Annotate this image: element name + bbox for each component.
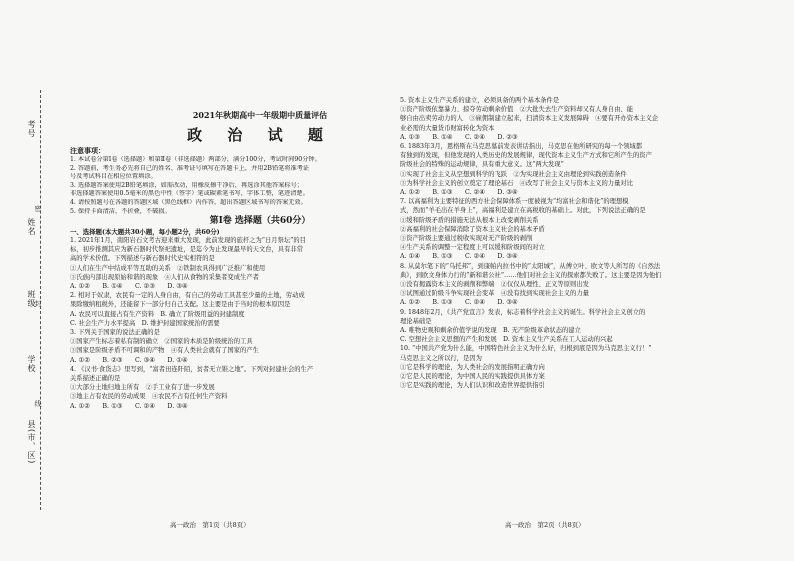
question-line: ③它是实践的理论，为人们认识和改造世界提供指引 (400, 382, 545, 390)
question-line: 3. 下列关于国家的说法正确的是 (70, 329, 160, 337)
question-line: 马克思主义之所以行，是因为 (400, 354, 482, 362)
question-line: A. ①② B. ①③ C. ②④ D. ③④ (400, 299, 518, 307)
question-line: 2. 相对于奴隶，农民有一定的人身自由，有自己的劳动工具甚至少量的土地，劳动成 (70, 292, 305, 300)
seal-mark-2: 封 (34, 300, 42, 307)
question-line: 理论基础是 (400, 317, 432, 325)
part1-heading: 第Ⅰ卷 选择题（共60分） (209, 216, 311, 226)
question-line: ①没有揭露资本主义的剥削和弊端 ②仅仅从理性、正义等原则出发 (400, 281, 589, 289)
seal-mark-3: 线 (34, 400, 42, 407)
question-line: A. ①④ B. ①③ C. ②④ D. ③④ (400, 253, 518, 261)
question-line: C. 社会生产力水平提高 D. 维护封建国家统治的需要 (70, 319, 220, 327)
exam-title: 2021年秋期高中一年级期中质量评估 (192, 110, 328, 120)
question-line: ①大部分土地归地主所有 ②手工业有了进一步发展 (70, 384, 215, 392)
question-line: ①人们在生产中结成平等互助的关系 ②铁制农具得到广泛推广和使用 (70, 264, 266, 272)
question-line: 4. 《汉书·食货志》里写到，“富者田连阡陌，贫者无立锥之地”。下列对封建社会的生产 (70, 365, 314, 373)
question-line: 够自由出卖劳动力的人 ③雇佣制建立起来，扫清资本主义发展障碍 ④要有开办资本主义企 (400, 115, 659, 123)
question-line: 高的学术价值。下列描述与新石器时代史实相符的是 (70, 255, 215, 263)
subject-title: 政 治 试 题 (187, 126, 333, 144)
note-item: 非选择题答案使用0.5毫米的黑色中性（签字）笔或碳素笔书写，字体工整，笔迹清楚。 (70, 190, 309, 198)
question-line: ③试图通过阶级斗争实现社会变革 ④没有找到实现社会主义的力量 (400, 290, 589, 298)
question-line: 7. 以高福利为主要特征的西方社会保障体系一度被视为“均富社会和谐化”的理想模 (400, 198, 629, 206)
binding-margin (0, 0, 64, 561)
question-line: ①资产阶级依靠暴力、掠夺劳动剩余价值 ②大批失去生产资料却又有人身自由、能 (400, 106, 633, 114)
question-line: 5. 资本主义生产关系的建立，必须具备的两个基本条件是 (400, 97, 560, 104)
margin-label-school: 学校 (27, 355, 36, 373)
note-item: 1. 本试卷分第Ⅰ卷（选择题）和第Ⅱ卷（非选择题）两部分，满分100分，考试时间90分钟。 (70, 156, 321, 163)
question-line: 有独到的发现，但他发现的人类历史的发展规律，现代资本主义生产方式和它所产生的资产 (400, 152, 652, 160)
question-line: ④生产关系的调整一定程度上可以缓和阶级间的对立 (400, 244, 545, 252)
question-line: ②高福利的社会保障消除了资本主义社会的基本矛盾 (400, 225, 545, 233)
note-item: 4. 请按照题号在各题的答题区域（黑色线框）内作答，超出答题区域书写的答案无效。 (70, 198, 307, 206)
question-line: A. ①② B. ②③ C. ③④ D. ①④ (70, 356, 188, 364)
question-line: ①实现了社会主义从空想到科学的飞跃 ②为实现社会主义由理论到实践创造条件 (400, 170, 627, 178)
question-line: 业必需的大量货币财富转化为资本 (400, 124, 495, 132)
question-line: ③地主占有农民的劳动成果 ④农民不占有任何生产资料 (70, 393, 228, 401)
question-line: 式，然而“羊毛出在羊身上”，高福利是建立在高税收的基础上。对此，下列说法正确的是 (400, 207, 646, 215)
note-item: 5. 保持卡面清洁，不折叠，不破损。 (70, 207, 171, 215)
question-line: ③为科学社会主义的创立奠定了理论基石 ④改写了社会主义与资本主义的力量对比 (400, 179, 633, 187)
question-line: A. 农民可以直接占有生产资料 B. 确立了阶级用益的封建制度 (70, 310, 245, 318)
section-heading: 一、选择题(本大题共30小题，每小题2分，共60分) (70, 228, 220, 236)
question-line: A. ①② B. ①④ C. ②③ D. ③④ (70, 283, 188, 291)
margin-label-name: 姓名 (27, 218, 36, 236)
margin-label-exam-number: 考号 (27, 120, 36, 138)
note-item: 2. 答题前，考生务必先将自己的姓名、准考证号填写在答题卡上，并用2B铅笔将准考证 (70, 164, 310, 172)
question-line: A. ①③ B. ①④ C. ②④ D. ②③ (400, 133, 518, 141)
question-line: 典》，到欧文身体力行的“新和谐公社”……他们对社会主义的探索都失败了。这主要是因为他们 (400, 271, 662, 279)
question-line: A. ①② B. ①③ C. ②④ D. ③④ (70, 402, 188, 410)
note-item: 号及考试科目在相应位置填涂。 (70, 173, 157, 181)
question-line: 8. 从莫尔笔下的“乌托邦”，到康帕内拉书中的“太阳城”，从傅立叶、欧文等人所写的《自然法 (400, 262, 661, 270)
margin-label-county: 县(市、区) (27, 420, 36, 465)
question-line: ①它是科学的理论，为人类社会的发展指明正确方向 (400, 363, 545, 371)
question-line: 阶级社会的特殊的运动规律，具有重大意义。这“两大发现” (400, 161, 564, 169)
question-line: 关系描述正确的是 (70, 375, 121, 383)
question-line: ①缓和阶级矛盾的措施无法从根本上改变剥削关系 (400, 216, 539, 224)
right-questions (400, 96, 720, 391)
question-line: 果除缴纳租税外，还能留下一部分归自己支配。这主要是由于当时的根本原因是 (70, 301, 291, 309)
seal-mark-1: 密 (34, 205, 42, 212)
question-line: 10. “中国共产党为什么能，中国特色社会主义为什么好，归根到底是因为马克思主义行！” (400, 345, 652, 353)
question-line: ③资产阶级主要通过税收实现对无产阶级的剥削 (400, 235, 533, 243)
margin-label-class: 班级 (27, 290, 36, 308)
question-line: ③国家是阶级矛盾不可调和的产物 ④有人类社会就有了国家的产生 (70, 347, 259, 355)
left-questions (70, 236, 400, 411)
footer-page-1: 高一政治 第1页（共8页） (170, 521, 250, 529)
notes-heading: 注意事项： (70, 146, 105, 155)
question-line: 1. 2021年1月，南阳岩石文考古迎来重大发现，此前发现的旅杆之为“日月祭坛”的目 (70, 237, 306, 244)
question-line: A. ①② B. ①③ C. ②④ D. ③④ (400, 189, 518, 197)
question-line: A. 唯物史观和剩余价值学说的发现 B. 无产阶级革命状态的建立 (400, 327, 581, 335)
question-line: ①国家产生标志着私有制的确立 ②国家的本质是阶级统治的工具 (70, 338, 253, 346)
question-line: ②它是人民的理论，为中国人民的实践提供具体方案 (400, 373, 545, 381)
question-line: C. 空想社会主义思想的产生和发展 D. 资本主义生产关系在工人运动的兴起 (400, 336, 613, 344)
question-line: 9. 1848年2月，《共产党宣言》发表，标志着科学社会主义的诞生。科学社会主义创立的 (400, 308, 646, 316)
note-item: 3. 选择题答案使用2B铅笔填涂，如需改动，用橡皮擦干净后，再选涂其他答案标号； (70, 181, 303, 189)
footer-page-2: 高一政治 第2页（共8页） (505, 521, 585, 529)
notes-list (70, 156, 400, 216)
question-line: 6. 1883年3月，恩格斯在马克思墓前发表讲话指出，马克思在他所研究的每一个领域都 (400, 143, 643, 151)
question-line: ③氏族内部出现原始和谐的现象 ④人们从食物的采集者变成生产者 (70, 273, 259, 281)
question-line: 标，初步推测其应为新石器时代祭祀遗址，是迄今为止发现最早的天文台，具有非常 (70, 246, 303, 254)
